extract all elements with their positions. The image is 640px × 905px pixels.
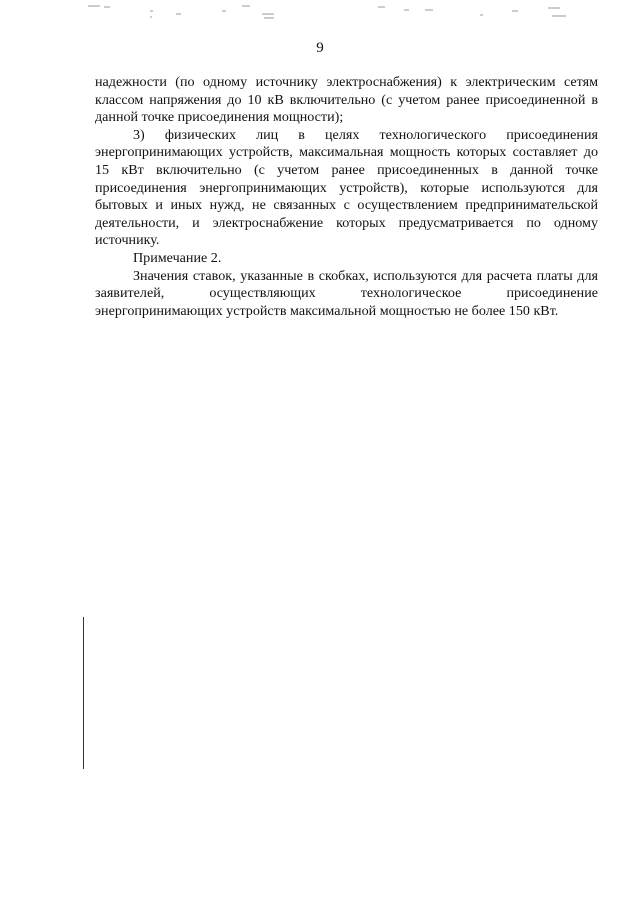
paragraph-item-3: 3) физических лиц в целях технологического присоединения энергопринимающих устройств, максимальная мощность которых составляет до 15 кВт включительно (с учетом ранее присоединенных в данной точке присоединения энергопринимающих устройств), которые используются для бытовых и иных нужд, не связанных с осуществлением предпринимательской деятельности, и электроснабжение которых предусматривается по одному источнику.: [95, 126, 598, 249]
document-body: [95, 74, 598, 320]
note-text: Значения ставок, указанные в скобках, используются для расчета платы для заявителей, осуществляющих технологическое присоединение энергопринимающих устройств максимальной мощностью не более 150 кВт.: [95, 267, 598, 319]
scan-artifacts: [0, 2, 640, 26]
note-heading: Примечание 2.: [133, 249, 222, 266]
paragraph-continuation: надежности (по одному источнику электроснабжения) к электрическим сетям классом напряжения до 10 кВ включительно (с учетом ранее присоединенной в данной точке присоединения мощности);: [95, 74, 598, 126]
page-number: 9: [316, 40, 324, 56]
margin-line: [83, 617, 84, 769]
